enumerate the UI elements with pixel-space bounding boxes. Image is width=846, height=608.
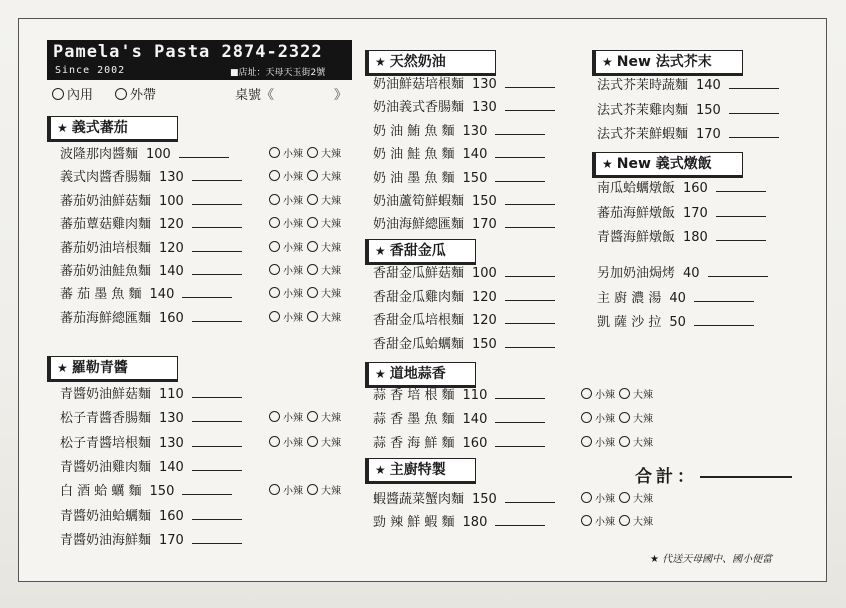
quantity-line[interactable] <box>495 145 545 158</box>
spice-hot-label: 大辣 <box>321 149 341 160</box>
quantity-line[interactable] <box>192 309 242 322</box>
radio-circle-icon[interactable] <box>619 436 630 447</box>
menu-item[interactable] <box>597 101 779 121</box>
item-price: 170 <box>683 205 708 221</box>
item-name: 香甜金瓜鮮菇麵 <box>373 266 465 281</box>
quantity-line[interactable] <box>192 458 242 471</box>
item-name: 奶油海鮮總匯麵 <box>373 217 465 233</box>
quantity-line[interactable] <box>495 122 545 135</box>
radio-circle-icon[interactable] <box>269 241 280 252</box>
item-name: 蕃茄蕈菇雞肉麵 <box>60 217 152 233</box>
spice-options[interactable] <box>577 386 653 406</box>
quantity-line[interactable] <box>716 179 766 192</box>
item-name: 蒜 香 墨 魚 麵 <box>373 411 455 427</box>
quantity-line[interactable] <box>505 215 555 228</box>
menu-item[interactable] <box>60 239 242 259</box>
radio-circle-icon[interactable] <box>269 264 280 275</box>
star-icon: ★ <box>375 55 386 69</box>
item-price: 160 <box>159 310 184 326</box>
item-price: 150 <box>149 484 175 500</box>
spice-options[interactable] <box>265 482 341 502</box>
item-name: 法式芥茉雞肉麵 <box>597 102 689 118</box>
quantity-line[interactable] <box>729 125 779 138</box>
menu-item[interactable] <box>597 179 766 199</box>
item-name: 青醬海鮮燉飯 <box>597 230 676 245</box>
spice-options[interactable] <box>265 215 341 235</box>
total-field[interactable]: 合計： <box>635 462 792 487</box>
menu-item[interactable] <box>597 264 768 284</box>
star-icon: ★ <box>375 463 386 477</box>
star-icon: ★ <box>57 361 68 375</box>
star-icon: ★ <box>602 157 613 171</box>
item-name: 蕃茄海鮮總匯麵 <box>60 310 152 326</box>
quantity-line[interactable] <box>179 145 229 158</box>
item-price: 180 <box>462 515 488 530</box>
star-icon: ★ <box>375 244 386 258</box>
radio-circle-icon[interactable] <box>619 388 630 399</box>
radio-circle-icon[interactable] <box>307 147 318 158</box>
item-name: 法式芥茉鮮蝦麵 <box>597 127 689 142</box>
menu-item[interactable] <box>60 145 229 165</box>
radio-circle-icon[interactable] <box>581 515 592 526</box>
quantity-line[interactable] <box>495 434 545 447</box>
spice-options[interactable] <box>577 490 653 510</box>
menu-item[interactable] <box>373 311 555 331</box>
radio-circle-icon[interactable] <box>269 436 280 447</box>
spice-hot-label: 大辣 <box>321 289 341 301</box>
item-name: 香甜金瓜蛤蠣麵 <box>373 336 465 352</box>
spice-options[interactable] <box>265 285 341 305</box>
quantity-line[interactable] <box>505 98 555 111</box>
item-price: 100 <box>159 193 184 209</box>
item-price: 120 <box>159 240 184 256</box>
spice-hot-label: 大辣 <box>633 413 653 425</box>
item-price: 130 <box>159 435 184 451</box>
item-price: 140 <box>159 264 184 279</box>
item-price: 150 <box>472 194 497 209</box>
quantity-line[interactable] <box>505 311 555 324</box>
item-price: 170 <box>696 127 721 142</box>
radio-circle-icon[interactable] <box>307 170 318 181</box>
menu-item[interactable] <box>373 98 555 118</box>
quantity-line[interactable] <box>182 482 232 495</box>
radio-circle-icon[interactable] <box>581 388 592 399</box>
menu-item[interactable] <box>60 192 242 212</box>
menu-item[interactable] <box>373 145 545 165</box>
item-name: 蕃茄奶油鮭魚麵 <box>60 264 152 279</box>
item-name: 凱 薩 沙 拉 <box>597 315 662 330</box>
quantity-line[interactable] <box>192 385 242 398</box>
item-name: 法式芥茉時蔬麵 <box>597 78 689 93</box>
section-header-cream <box>365 50 496 76</box>
section-title: 香甜金瓜 <box>389 243 446 259</box>
menu-item[interactable] <box>373 410 545 430</box>
menu-item[interactable] <box>60 385 242 405</box>
spice-hot-label: 大辣 <box>321 312 341 324</box>
menu-item[interactable] <box>60 262 242 282</box>
table-number-close: 》 <box>334 88 348 103</box>
radio-circle-icon[interactable] <box>307 194 318 205</box>
quantity-line[interactable] <box>495 169 545 182</box>
radio-circle-icon[interactable] <box>269 147 280 158</box>
item-name: 松子青醬香腸麵 <box>60 411 152 427</box>
section-title: 道地蒜香 <box>389 366 446 382</box>
star-icon: ★ <box>602 55 613 69</box>
radio-circle-icon[interactable] <box>307 241 318 252</box>
item-price: 120 <box>472 313 497 328</box>
menu-item[interactable] <box>60 482 232 502</box>
menu-item[interactable] <box>373 434 545 454</box>
section-header-mustard <box>592 50 743 76</box>
item-price: 130 <box>472 100 497 116</box>
item-name: 奶 油 鮭 魚 麵 <box>373 147 455 163</box>
radio-circle-icon <box>52 88 64 100</box>
spice-hot-label: 大辣 <box>633 390 653 401</box>
store-address: ■店址：天母天玉街2號 <box>230 68 326 78</box>
menu-item[interactable] <box>597 125 779 145</box>
radio-circle-icon[interactable] <box>581 436 592 447</box>
table-number-field[interactable]: 桌號《 <box>235 88 275 103</box>
spice-options[interactable] <box>577 434 653 454</box>
spice-hot-label: 大辣 <box>321 172 341 184</box>
radio-circle-icon[interactable] <box>581 412 592 423</box>
item-price: 140 <box>462 411 488 427</box>
radio-circle-icon[interactable] <box>307 484 318 495</box>
quantity-line[interactable] <box>192 239 242 252</box>
menu-item[interactable] <box>60 168 242 188</box>
item-name: 松子青醬培根麵 <box>60 435 152 451</box>
item-name: 波隆那肉醬麵 <box>60 147 139 162</box>
menu-item[interactable] <box>373 288 555 308</box>
item-price: 140 <box>696 78 721 93</box>
item-name: 蕃茄海鮮燉飯 <box>597 205 676 221</box>
total-line <box>700 462 792 478</box>
quantity-line[interactable] <box>694 313 754 326</box>
spice-hot-label: 大辣 <box>321 413 341 425</box>
spice-hot-label: 大辣 <box>321 486 341 498</box>
menu-item[interactable] <box>60 309 242 329</box>
takeout-option[interactable]: 外帶 <box>115 84 156 103</box>
quantity-line[interactable] <box>716 228 766 241</box>
section-title: 天然奶油 <box>389 54 446 70</box>
menu-item[interactable] <box>373 386 545 406</box>
item-name: 南瓜蛤蠣燉飯 <box>597 181 676 196</box>
menu-header <box>47 40 352 80</box>
radio-circle-icon[interactable] <box>269 217 280 228</box>
item-price: 160 <box>683 181 708 196</box>
item-name: 香甜金瓜雞肉麵 <box>373 289 465 305</box>
spice-mild-label: 小辣 <box>283 149 303 160</box>
radio-circle-icon[interactable] <box>307 264 318 275</box>
radio-circle-icon[interactable] <box>619 492 630 503</box>
menu-item[interactable] <box>373 215 555 235</box>
radio-circle-icon[interactable] <box>269 484 280 495</box>
quantity-line[interactable] <box>192 507 242 520</box>
section-title: 羅勒青醬 <box>71 360 128 376</box>
spice-hot-label: 大辣 <box>633 494 653 505</box>
menu-item[interactable] <box>373 264 555 284</box>
menu-item[interactable] <box>373 169 545 189</box>
item-price: 160 <box>462 435 488 451</box>
radio-circle-icon[interactable] <box>269 411 280 422</box>
item-name: 青醬奶油雞肉麵 <box>60 459 152 475</box>
menu-item[interactable] <box>373 75 555 95</box>
quantity-line[interactable] <box>192 215 242 228</box>
item-price: 40 <box>683 266 700 281</box>
item-name: 奶油蘆筍鮮蝦麵 <box>373 194 465 209</box>
item-name: 香甜金瓜培根麵 <box>373 313 465 328</box>
spice-mild-label: 小辣 <box>283 437 303 449</box>
spice-options[interactable] <box>265 145 341 165</box>
spice-options[interactable] <box>265 262 341 282</box>
item-price: 120 <box>472 289 497 305</box>
item-price: 100 <box>146 147 171 162</box>
section-header-garlic <box>365 362 476 388</box>
item-price: 100 <box>472 266 497 281</box>
item-name: 白 酒 蛤 蠣 麵 <box>60 484 142 500</box>
spice-mild-label: 小辣 <box>283 312 303 324</box>
menu-item[interactable] <box>373 122 545 142</box>
quantity-line[interactable] <box>495 386 545 399</box>
menu-item[interactable] <box>60 409 242 429</box>
menu-item[interactable] <box>597 289 754 309</box>
quantity-line[interactable] <box>192 192 242 205</box>
item-price: 170 <box>472 217 497 233</box>
section-title: New 法式芥末 <box>616 54 712 70</box>
item-name: 主 廚 濃 湯 <box>597 290 662 306</box>
item-price: 40 <box>669 290 686 306</box>
menu-item[interactable] <box>60 507 242 527</box>
quantity-line[interactable] <box>182 285 232 298</box>
item-price: 140 <box>159 459 184 475</box>
menu-item[interactable] <box>60 531 242 551</box>
item-price: 170 <box>159 532 184 548</box>
radio-circle-icon[interactable] <box>307 287 318 298</box>
quantity-line[interactable] <box>505 490 555 503</box>
radio-circle-icon <box>115 88 127 100</box>
item-price: 130 <box>159 411 184 427</box>
quantity-line[interactable] <box>505 192 555 205</box>
spice-mild-label: 小辣 <box>595 517 615 528</box>
item-name: 蕃茄奶油培根麵 <box>60 240 152 256</box>
spice-options[interactable] <box>265 239 341 259</box>
radio-circle-icon[interactable] <box>307 411 318 422</box>
item-name: 蒜 香 培 根 麵 <box>373 388 455 403</box>
spice-options[interactable] <box>577 410 653 430</box>
item-price: 130 <box>462 123 488 139</box>
spice-options[interactable] <box>577 513 653 533</box>
radio-circle-icon[interactable] <box>619 515 630 526</box>
item-name: 奶 油 墨 魚 麵 <box>373 170 455 186</box>
item-name: 奶 油 鮪 魚 麵 <box>373 123 455 139</box>
radio-circle-icon[interactable] <box>619 412 630 423</box>
spice-hot-label: 大辣 <box>321 195 341 207</box>
section-header-pesto <box>47 356 178 382</box>
item-name: 蕃 茄 墨 魚 麵 <box>60 287 142 303</box>
since-year: Since 2002 <box>55 65 126 76</box>
quantity-line[interactable] <box>716 204 766 217</box>
quantity-line[interactable] <box>708 264 768 277</box>
menu-item[interactable] <box>60 215 242 235</box>
item-name: 蝦醬蔬菜蟹肉麵 <box>373 492 465 507</box>
radio-circle-icon[interactable] <box>307 311 318 322</box>
spice-mild-label: 小辣 <box>283 195 303 207</box>
spice-hot-label: 大辣 <box>633 517 653 528</box>
section-title: New 義式燉飯 <box>616 156 712 172</box>
radio-circle-icon[interactable] <box>269 287 280 298</box>
spice-options[interactable] <box>265 409 341 429</box>
item-name: 青醬奶油海鮮麵 <box>60 532 152 548</box>
radio-circle-icon[interactable] <box>269 194 280 205</box>
radio-circle-icon[interactable] <box>307 217 318 228</box>
spice-hot-label: 大辣 <box>633 437 653 449</box>
section-title: 義式蕃茄 <box>71 120 128 136</box>
section-header-pumpkin <box>365 239 476 265</box>
spice-mild-label: 小辣 <box>283 413 303 425</box>
spice-options[interactable] <box>265 192 341 212</box>
spice-options[interactable] <box>265 309 341 329</box>
menu-item[interactable] <box>60 285 232 305</box>
quantity-line[interactable] <box>729 76 779 89</box>
quantity-line[interactable] <box>192 168 242 181</box>
item-price: 110 <box>462 388 488 403</box>
quantity-line[interactable] <box>192 434 242 447</box>
item-name: 青醬奶油鮮菇麵 <box>60 387 152 402</box>
menu-item[interactable] <box>373 192 555 212</box>
quantity-line[interactable] <box>192 531 242 544</box>
item-name: 勁 辣 鮮 蝦 麵 <box>373 515 455 530</box>
spice-options[interactable] <box>265 168 341 188</box>
spice-mild-label: 小辣 <box>283 266 303 277</box>
quantity-line[interactable] <box>192 262 242 275</box>
item-price: 110 <box>159 387 184 402</box>
quantity-line[interactable] <box>505 264 555 277</box>
item-price: 130 <box>472 77 497 92</box>
spice-mild-label: 小辣 <box>283 242 303 254</box>
menu-item[interactable] <box>597 76 779 96</box>
spice-mild-label: 小辣 <box>283 172 303 184</box>
item-price: 150 <box>472 336 497 352</box>
item-price: 50 <box>669 315 686 330</box>
menu-item[interactable] <box>373 335 555 355</box>
spice-hot-label: 大辣 <box>321 266 341 277</box>
section-header-chef <box>365 458 476 484</box>
spice-mild-label: 小辣 <box>283 219 303 231</box>
spice-hot-label: 大辣 <box>321 437 341 449</box>
section-header-tomato <box>47 116 178 142</box>
menu-item[interactable] <box>373 513 545 533</box>
item-price: 140 <box>462 147 488 163</box>
item-price: 140 <box>149 287 175 303</box>
menu-item[interactable] <box>597 204 766 224</box>
radio-circle-icon[interactable] <box>581 492 592 503</box>
section-header-risotto <box>592 152 743 178</box>
quantity-line[interactable] <box>729 101 779 114</box>
star-icon: ★ <box>57 121 68 135</box>
spice-mild-label: 小辣 <box>595 390 615 401</box>
menu-item[interactable] <box>597 228 766 248</box>
item-price: 150 <box>472 492 497 507</box>
spice-mild-label: 小辣 <box>595 413 615 425</box>
item-price: 160 <box>159 508 184 524</box>
item-price: 180 <box>683 230 708 245</box>
menu-item[interactable] <box>60 434 242 454</box>
item-name: 蕃茄奶油鮮菇麵 <box>60 193 152 209</box>
quantity-line[interactable] <box>495 513 545 526</box>
item-name: 蒜 香 海 鮮 麵 <box>373 435 455 451</box>
spice-mild-label: 小辣 <box>283 289 303 301</box>
spice-hot-label: 大辣 <box>321 219 341 231</box>
item-name: 奶油義式香腸麵 <box>373 100 465 116</box>
menu-item[interactable] <box>373 490 555 510</box>
radio-circle-icon[interactable] <box>269 170 280 181</box>
item-price: 150 <box>696 102 721 118</box>
quantity-line[interactable] <box>505 75 555 88</box>
star-icon: ★ <box>375 367 386 381</box>
menu-item[interactable] <box>597 313 754 333</box>
radio-circle-icon[interactable] <box>307 436 318 447</box>
dine-in-option[interactable]: 內用 <box>52 84 93 103</box>
menu-item[interactable] <box>60 458 242 478</box>
item-price: 150 <box>462 170 488 186</box>
quantity-line[interactable] <box>192 409 242 422</box>
radio-circle-icon[interactable] <box>269 311 280 322</box>
delivery-note: ★ 代送天母國中、國小便當 <box>650 554 773 565</box>
item-name: 義式肉醬香腸麵 <box>60 170 152 186</box>
item-name: 青醬奶油蛤蠣麵 <box>60 508 152 524</box>
quantity-line[interactable] <box>694 289 754 302</box>
spice-mild-label: 小辣 <box>595 494 615 505</box>
restaurant-name-phone: Pamela's Pasta 2874-2322 <box>53 42 323 62</box>
quantity-line[interactable] <box>505 288 555 301</box>
spice-mild-label: 小辣 <box>283 486 303 498</box>
item-price: 120 <box>159 217 184 233</box>
spice-mild-label: 小辣 <box>595 437 615 449</box>
spice-hot-label: 大辣 <box>321 242 341 254</box>
item-name: 奶油鮮菇培根麵 <box>373 77 465 92</box>
quantity-line[interactable] <box>495 410 545 423</box>
item-price: 130 <box>159 170 184 186</box>
section-title: 主廚特製 <box>389 462 446 478</box>
spice-options[interactable] <box>265 434 341 454</box>
quantity-line[interactable] <box>505 335 555 348</box>
item-name: 另加奶油焗烤 <box>597 266 676 281</box>
